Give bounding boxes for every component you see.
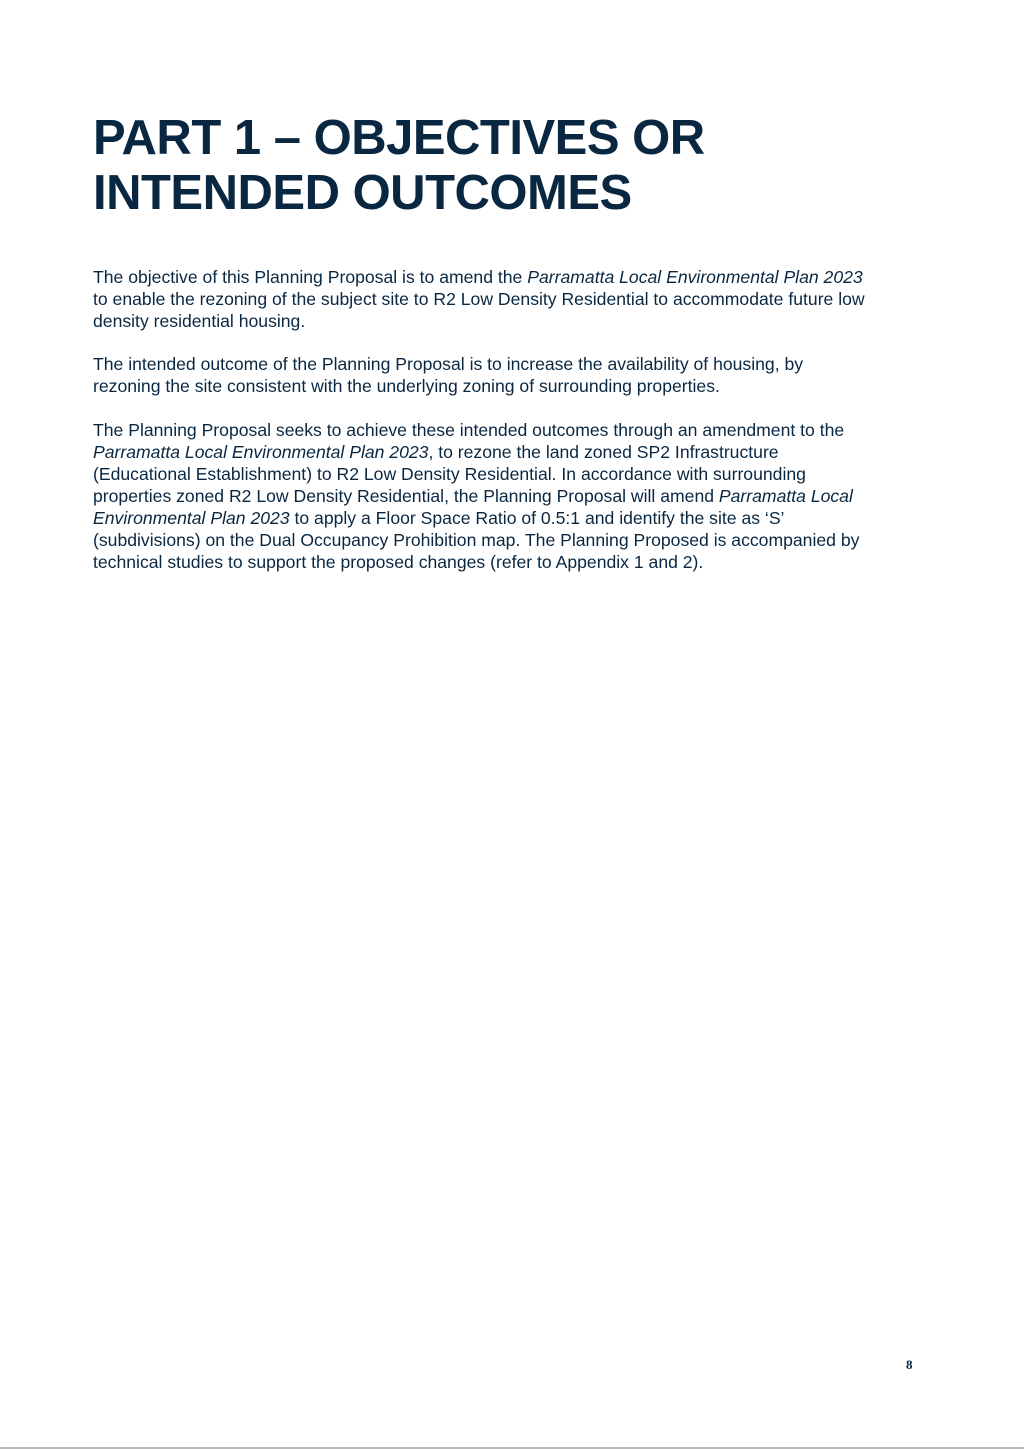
paragraph-line: density residential housing.: [93, 311, 306, 331]
paragraph-line: technical studies to support the proposed changes (refer to Appendix 1 and 2).: [93, 552, 704, 572]
plan-title-italic: Parramatta Local Environmental Plan 2023: [527, 267, 863, 287]
amendment-paragraph: [93, 419, 931, 573]
page-heading: [93, 111, 913, 221]
page-heading-line-2: INTENDED OUTCOMES: [93, 166, 632, 220]
intended-outcome-paragraph: [93, 353, 931, 397]
plan-title-italic: Parramatta Local Environmental Plan 2023: [93, 442, 429, 462]
plan-title-italic: Parramatta Local: [718, 486, 853, 506]
text-run: The objective of this Planning Proposal is to amend the: [93, 267, 528, 287]
paragraph-line: (subdivisions) on the Dual Occupancy Prohibition map. The Planning Proposed is accompanied by: [93, 530, 860, 550]
paragraph-line: [93, 441, 931, 463]
paragraph-line: The intended outcome of the Planning Proposal is to increase the availability of housing, by: [93, 354, 804, 374]
paragraph-line: The Planning Proposal seeks to achieve these intended outcomes through an amendment to the: [93, 420, 845, 440]
page-number: 8: [906, 1357, 913, 1372]
text-run: properties zoned R2 Low Density Residential, the Planning Proposal will amend: [93, 486, 719, 506]
paragraph-line: [93, 266, 931, 288]
paragraph-line: rezoning the site consistent with the underlying zoning of surrounding properties.: [93, 376, 720, 396]
paragraph-line: [93, 485, 931, 507]
paragraph-line: [93, 507, 931, 529]
plan-title-italic: Environmental Plan 2023: [93, 508, 290, 528]
objective-paragraph: [93, 266, 931, 332]
text-run: , to rezone the land zoned SP2 Infrastructure: [428, 442, 779, 462]
text-run: to apply a Floor Space Ratio of 0.5:1 and identify the site as ‘S’: [289, 508, 785, 528]
page-heading-line-1: PART 1 – OBJECTIVES OR: [93, 111, 705, 165]
paragraph-line: to enable the rezoning of the subject site to R2 Low Density Residential to accommodate future low: [93, 289, 865, 309]
paragraph-line: (Educational Establishment) to R2 Low Density Residential. In accordance with surrounding: [93, 464, 806, 484]
